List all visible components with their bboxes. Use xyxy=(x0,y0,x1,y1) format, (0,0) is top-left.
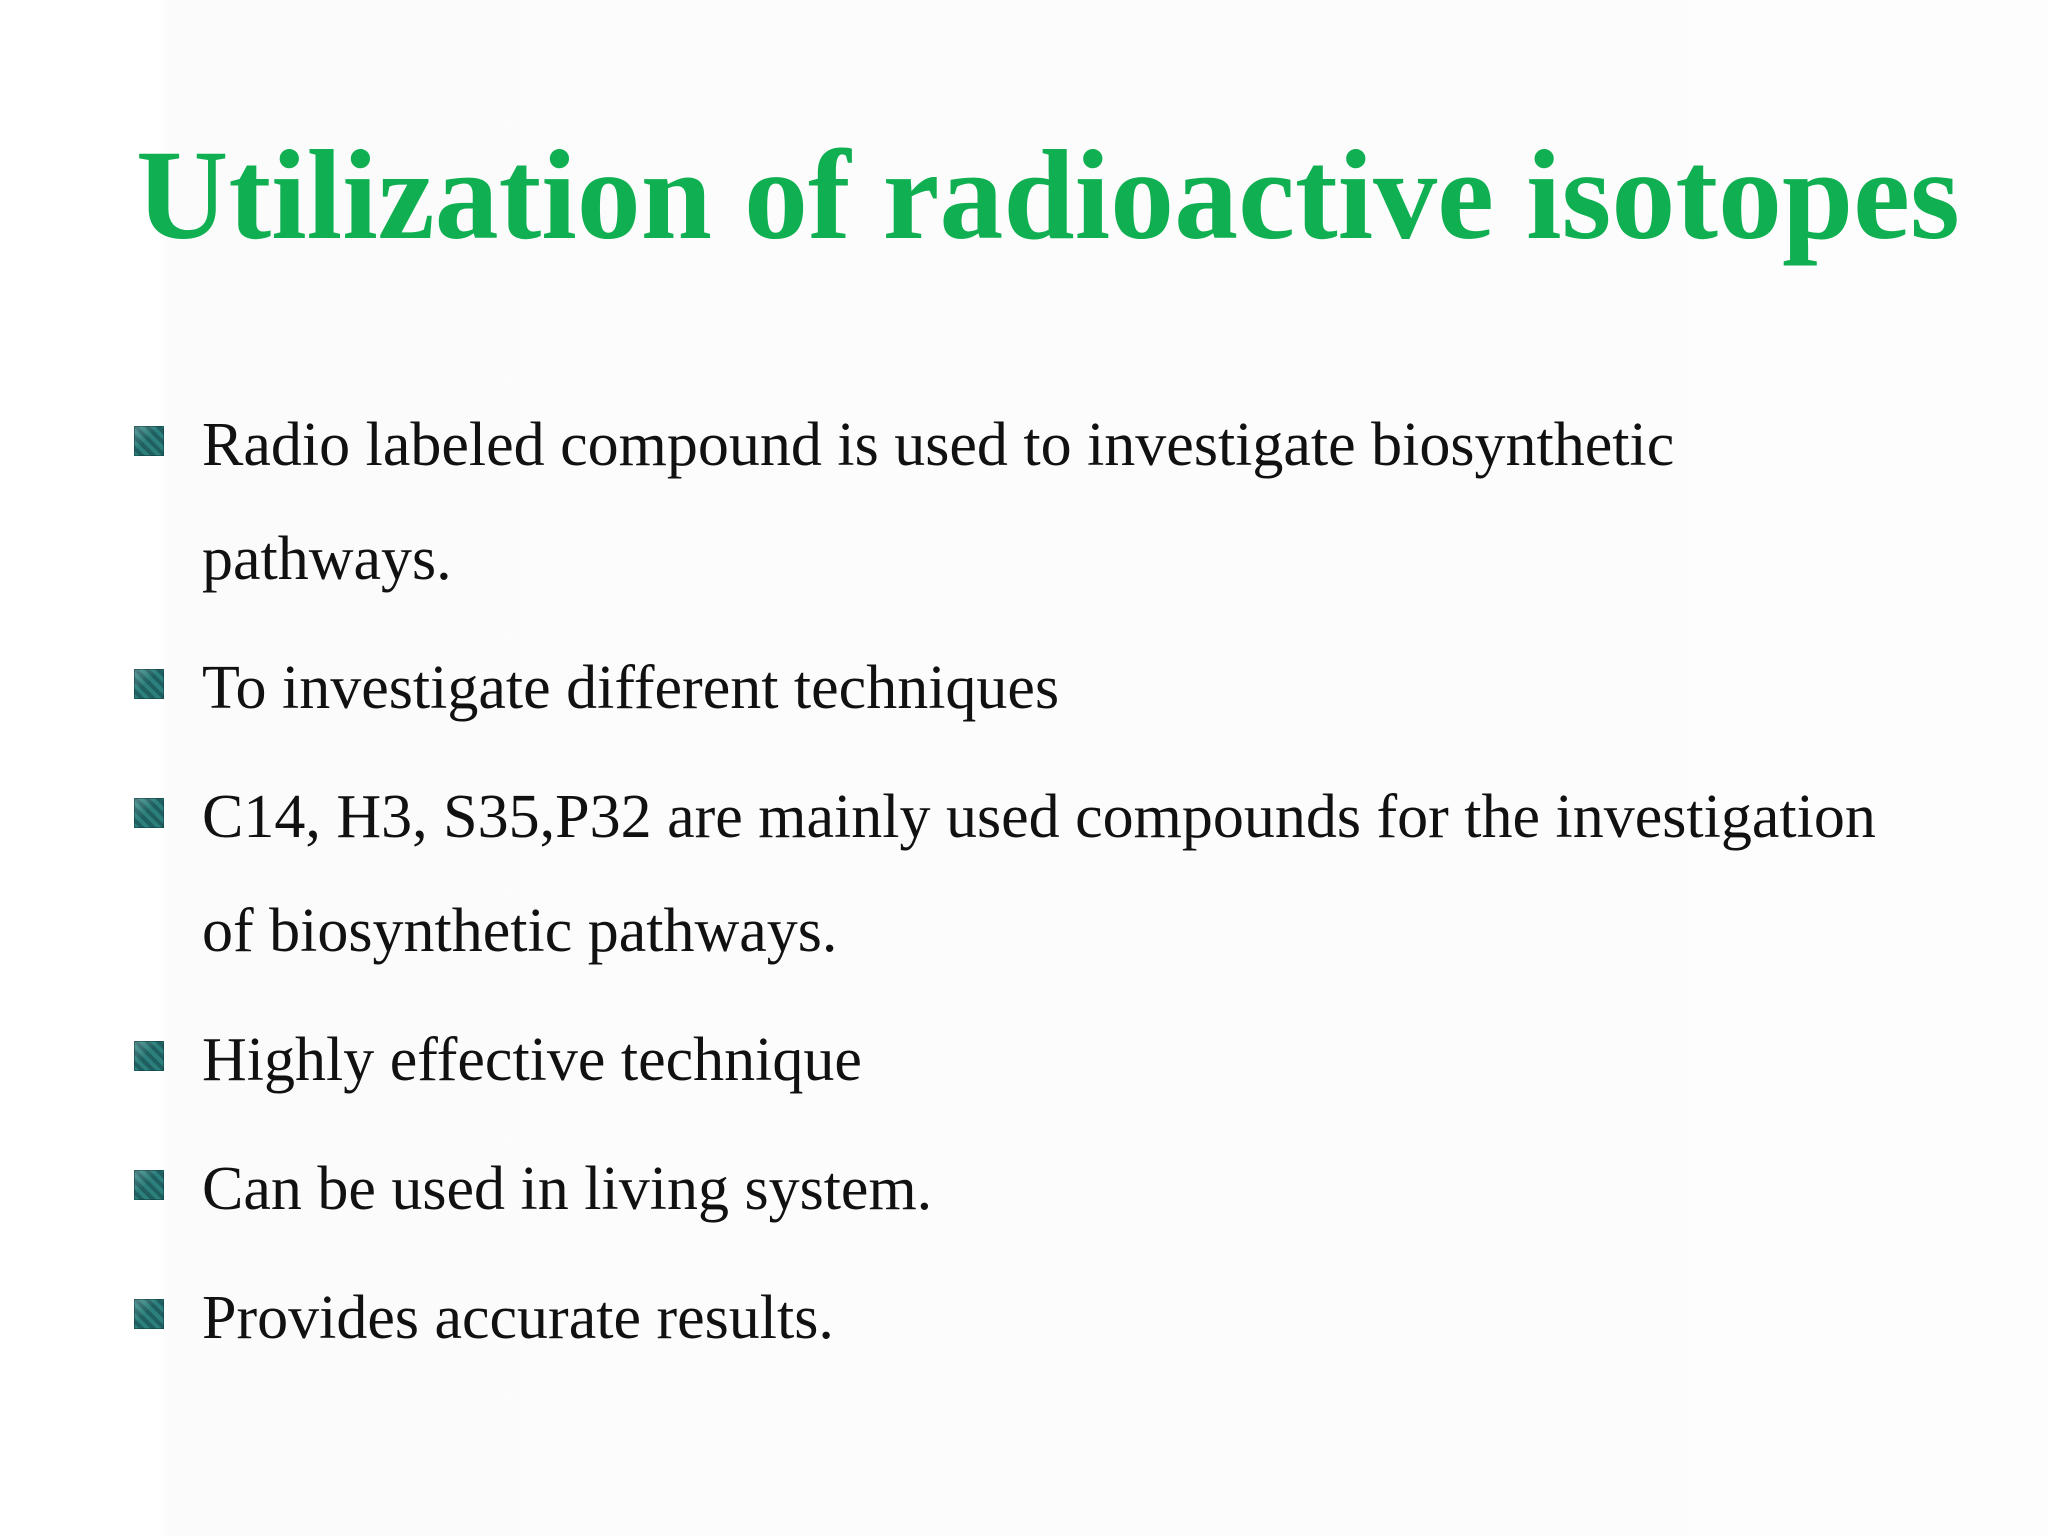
square-bullet-icon xyxy=(134,426,164,456)
bullet-item xyxy=(134,1132,1934,1246)
bullet-text: Radio labeled compound is used to investigate biosynthetic pathways. xyxy=(202,411,1675,593)
bullet-list xyxy=(134,388,1934,1390)
bullet-item xyxy=(134,1261,1934,1375)
bullet-item xyxy=(134,760,1934,988)
bullet-text: To investigate different techniques xyxy=(202,654,1060,722)
square-bullet-icon xyxy=(134,669,164,699)
bullet-item xyxy=(134,1003,1934,1117)
slide-title: Utilization of radioactive isotopes xyxy=(136,124,1960,266)
bullet-text: Can be used in living system. xyxy=(202,1155,933,1223)
bullet-text: Provides accurate results. xyxy=(202,1284,834,1352)
bullet-text: C14, H3, S35,P32 are mainly used compounds for the investigation of biosynthetic pathways. xyxy=(202,783,1876,965)
bullet-item xyxy=(134,388,1934,616)
square-bullet-icon xyxy=(134,1170,164,1200)
square-bullet-icon xyxy=(134,1041,164,1071)
square-bullet-icon xyxy=(134,798,164,828)
bullet-item xyxy=(134,631,1934,745)
square-bullet-icon xyxy=(134,1299,164,1329)
bullet-text: Highly effective technique xyxy=(202,1026,862,1094)
